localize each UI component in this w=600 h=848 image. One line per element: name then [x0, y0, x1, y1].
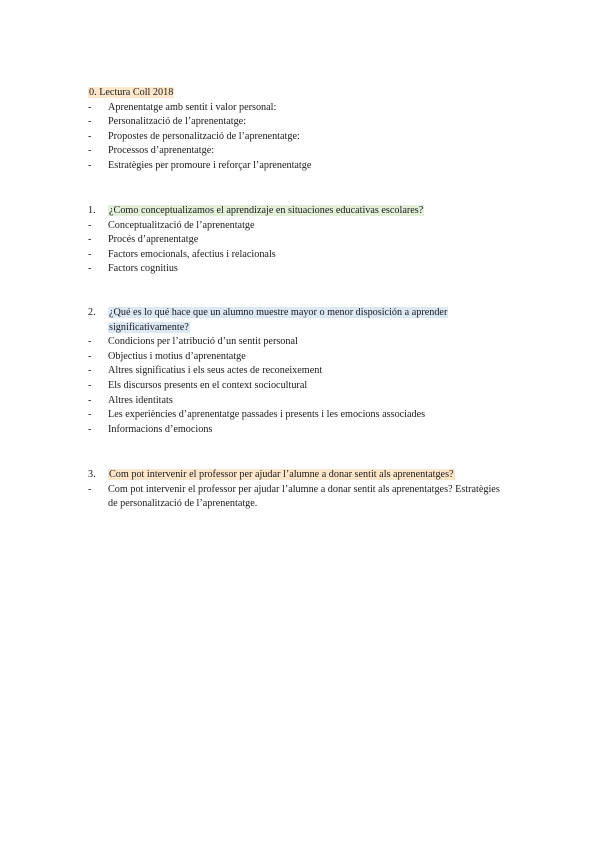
section-question-1 [88, 204, 508, 277]
list-item: - Propostes de personalització de l’aprenentatge: [88, 130, 508, 145]
bullet-dash: - [88, 130, 92, 142]
heading-text: 0. Lectura Coll 2018 [89, 87, 174, 98]
bullet-dash: - [88, 248, 92, 260]
list-item: - Personalització de l’aprenentatge: [88, 115, 508, 130]
bullet-dash: - [88, 365, 92, 377]
heading-text: ¿Qué es lo qué hace que un alumno muestre mayor o menor disposición a aprender significativamente? [109, 307, 448, 333]
list-item: - Les experiències d’aprenentatge passades i presents i les emocions associades [88, 408, 508, 423]
bullet-list [88, 483, 508, 512]
section-heading [88, 306, 508, 335]
section-heading [88, 204, 508, 219]
bullet-dash: - [88, 263, 92, 275]
list-item: - Procés d’aprenentatge [88, 233, 508, 248]
list-item: - Altres significatius i els seus actes de reconeixement [88, 364, 508, 379]
section-question-2 [88, 306, 508, 437]
list-item: - Estratègies per promoure i reforçar l’aprenentatge [88, 159, 508, 174]
bullet-list [88, 101, 508, 174]
list-item: - Factors emocionals, afectius i relacionals [88, 248, 508, 263]
list-item: - Altres identitats [88, 394, 508, 409]
bullet-list [88, 335, 508, 437]
bullet-dash: - [88, 336, 92, 348]
heading-number: 1. [88, 205, 96, 216]
section-question-3 [88, 468, 508, 512]
bullet-dash: - [88, 350, 92, 362]
bullet-dash: - [88, 409, 92, 421]
bullet-dash: - [88, 483, 92, 495]
list-item: - Aprenentatge amb sentit i valor personal: [88, 101, 508, 116]
list-item: - Factors cognitius [88, 262, 508, 277]
bullet-dash: - [88, 116, 92, 128]
bullet-list [88, 219, 508, 277]
list-item: - Processos d’aprenentatge: [88, 144, 508, 159]
heading-number: 3. [88, 469, 96, 480]
list-item: - Conceptualització de l’aprenentatge [88, 219, 508, 234]
bullet-dash: - [88, 159, 92, 171]
section-heading [88, 86, 508, 101]
list-item: - Condicions per l’atribució d’un sentit personal [88, 335, 508, 350]
bullet-dash: - [88, 219, 92, 231]
list-item: - Els discursos presents en el context sociocultural [88, 379, 508, 394]
heading-text: ¿Como conceptualizamos el aprendizaje en situaciones educativas escolares? [109, 205, 424, 216]
list-item: - Com pot intervenir el professor per ajudar l’alumne a donar sentit als aprenentatges? Estratègies de personalització de l’aprenentatge. [88, 483, 500, 510]
heading-text: Com pot intervenir el professor per ajudar l’alumne a donar sentit als aprenentatges? [109, 469, 454, 480]
bullet-dash: - [88, 234, 92, 246]
bullet-dash: - [88, 101, 92, 113]
section-lectura-coll [88, 86, 508, 174]
list-item: - Informacions d’emocions [88, 423, 508, 438]
bullet-dash: - [88, 394, 92, 406]
bullet-dash: - [88, 145, 92, 157]
bullet-dash: - [88, 379, 92, 391]
list-item: - Objectius i motius d’aprenentatge [88, 350, 508, 365]
bullet-dash: - [88, 423, 92, 435]
section-heading [88, 468, 508, 483]
heading-number: 2. [88, 307, 96, 318]
